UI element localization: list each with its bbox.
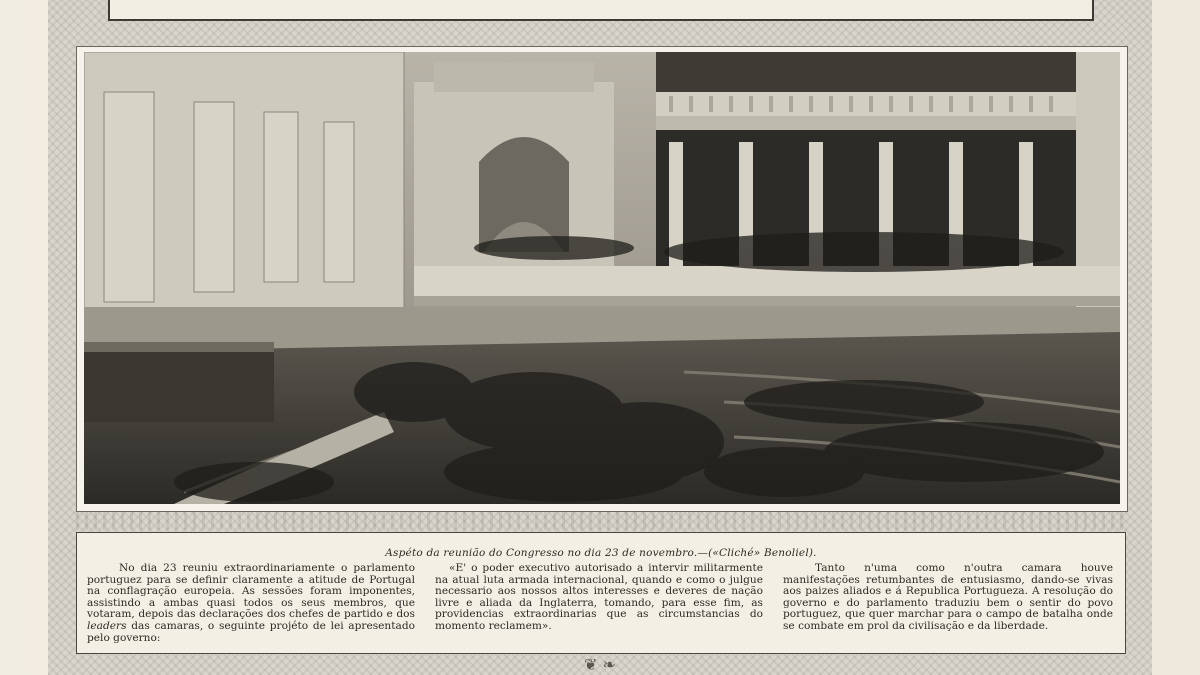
italic-leaders: leaders xyxy=(87,619,127,632)
left-wall xyxy=(84,52,404,312)
caption-title xyxy=(77,547,1125,559)
top-text-box xyxy=(108,0,1094,21)
bottom-ornament: ❦ ❧ xyxy=(584,655,616,674)
caption-column-3: Tanto n'uma como n'outra camara houve manifestações retumbantes de entusiasmo, dando-se vivas aos paizes aliados e á Republica Portugueza. A resolução do governo e do parlamento traduziu bem o sentir do povo portuguez, que quer marchar para o campo de batalha onde se combate em prol da civilisação e da liberdade. xyxy=(783,562,1113,632)
caption-title-end: ). xyxy=(808,547,817,559)
photo-credit: Benoliel xyxy=(763,547,809,559)
balustrade xyxy=(414,266,1120,306)
upper-gallery xyxy=(656,52,1120,130)
congress-photograph xyxy=(84,52,1120,504)
caption-title-text: Aspéto da reunião do Congresso no dia 23 de novembro.—(«Cliché» xyxy=(385,547,764,559)
caption-column-2: «E' o poder executivo autorisado a intervir militarmente na atual luta armada internacional, quando e como o julgue necessario aos nossos altos interesses e deveres de nação livre e aliada da Inglaterra, tomando, para esse fim, as providencias extraordinarias que as circumstancias do momento reclamem». xyxy=(435,562,763,632)
caption-box xyxy=(76,532,1126,654)
caption-column-1: No dia 23 reuniu extraordinariamente o parlamento portuguez para se definir claramente a atitude de Portugal na conflagração europeia. As sessões foram imponentes, assistindo a ambas quasi todos os seus membros, que votaram, depois das declarações dos chefes de partido e dos leaders das camaras, o seguinte projéto de lei apresentado pelo governo: xyxy=(87,562,415,644)
decorative-strip xyxy=(76,512,1126,530)
chamber-illustration xyxy=(84,52,1120,504)
